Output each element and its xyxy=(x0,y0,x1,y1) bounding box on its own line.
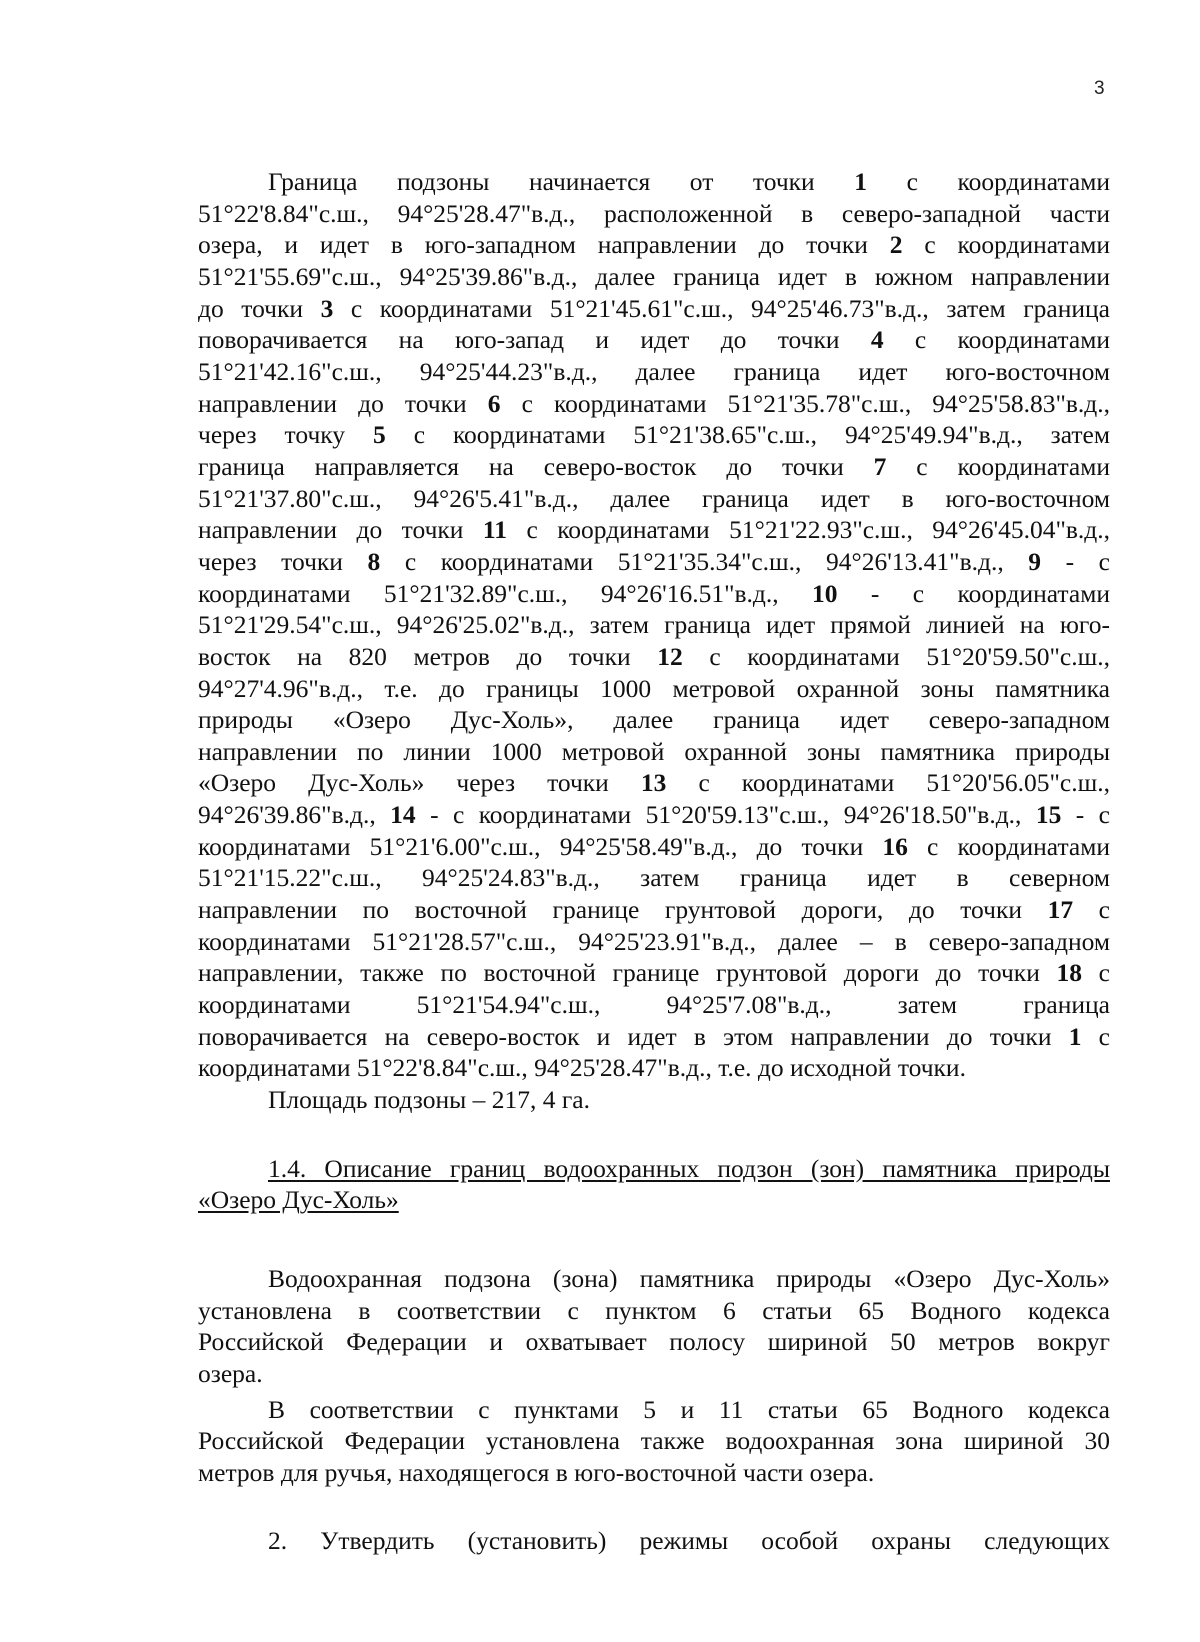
boundary-line: до точки 3 с координатами 51°21'45.61"с.ш., 94°25'46.73"в.д., затем граница xyxy=(198,293,1111,323)
boundary-line: поворачивается на северо-восток и идет в этом направлении до точки 1 с xyxy=(198,1021,1110,1051)
boundary-line: координатами 51°21'6.00"с.ш., 94°25'58.49"в.д., до точки 16 с координатами xyxy=(198,831,1110,861)
boundary-line: направлении до точки 11 с координатами 51°21'22.93"с.ш., 94°26'45.04"в.д., xyxy=(198,515,1110,545)
boundary-line: 51°21'15.22"с.ш., 94°25'24.83"в.д., затем граница идет в северном xyxy=(198,863,1110,893)
boundary-line: восток на 820 метров до точки 12 с координатами 51°20'59.50"с.ш., xyxy=(198,641,1110,671)
boundary-line: Граница подзоны начинается от точки 1 с координатами xyxy=(268,167,1110,196)
item-2-paragraph xyxy=(198,1525,1110,1557)
boundary-line: направлении по восточной границе грунтовой дороги, до точки 17 с xyxy=(198,895,1110,925)
boundary-line: 94°27'4.96"в.д., т.е. до границы 1000 метровой охранной зоны памятника xyxy=(198,673,1110,703)
boundary-line: направлении по линии 1000 метровой охранной зоны памятника природы xyxy=(198,736,1110,766)
section-heading-line-2: «Озеро Дус-Холь» xyxy=(198,1185,399,1215)
boundary-line: 51°22'8.84"с.ш., 94°25'28.47"в.д., расположенной в северо-западной части xyxy=(198,198,1110,228)
boundary-line: природы «Озеро Дус-Холь», далее граница идет северо-западном xyxy=(198,705,1110,735)
boundary-line: направлении, также по восточной границе грунтовой дороги до точки 18 с xyxy=(198,958,1110,988)
boundary-line: 51°21'29.54"с.ш., 94°26'25.02"в.д., затем граница идет прямой линией на юго- xyxy=(198,610,1110,640)
boundary-line: озера, и идет в юго-западном направлении до точки 2 с координатами xyxy=(198,230,1110,260)
boundary-line: «Озеро Дус-Холь» через точки 13 с координатами 51°20'56.05"с.ш., xyxy=(198,768,1110,798)
water-para-2-line: метров для ручья, находящегося в юго-восточной части озера. xyxy=(198,1457,875,1487)
boundary-line: 51°21'55.69"с.ш., 94°25'39.86"в.д., далее граница идет в южном направлении xyxy=(198,261,1110,291)
boundary-line: координатами 51°21'32.89"с.ш., 94°26'16.51"в.д., 10 - с координатами xyxy=(198,578,1110,608)
boundary-line: граница направляется на северо-восток до точки 7 с координатами xyxy=(198,451,1111,481)
boundary-line: 94°26'39.86"в.д., 14 - с координатами 51°20'59.13"с.ш., 94°26'18.50"в.д., 15 - с xyxy=(198,800,1110,830)
water-protection-paragraph-2 xyxy=(198,1394,1110,1489)
item-2-line: 2. Утвердить (установить) режимы особой охраны следующих xyxy=(268,1525,1110,1555)
section-heading xyxy=(198,1153,1110,1216)
water-para-1-line: озера. xyxy=(198,1358,263,1388)
boundary-description-paragraph xyxy=(198,166,1110,1084)
water-para-1-line: установлена в соответствии с пунктом 6 статьи 65 Водного кодекса xyxy=(198,1295,1110,1325)
boundary-line: через точку 5 с координатами 51°21'38.65"с.ш., 94°25'49.94"в.д., затем xyxy=(198,420,1110,450)
water-protection-paragraph-1 xyxy=(198,1263,1110,1390)
area-paragraph: Площадь подзоны – 217, 4 га. xyxy=(268,1085,590,1115)
boundary-line: 51°21'42.16"с.ш., 94°25'44.23"в.д., далее граница идет юго-восточном xyxy=(198,356,1110,386)
boundary-line: направлении до точки 6 с координатами 51°21'35.78"с.ш., 94°25'58.83"в.д., xyxy=(198,388,1110,418)
document-body xyxy=(198,166,1110,1556)
boundary-line: поворачивается на юго-запад и идет до точки 4 с координатами xyxy=(198,325,1110,355)
boundary-line: координатами 51°21'28.57"с.ш., 94°25'23.91"в.д., далее – в северо-западном xyxy=(198,926,1110,956)
water-para-2-line: Российской Федерации установлена также водоохранная зона шириной 30 xyxy=(198,1426,1110,1456)
boundary-line: через точки 8 с координатами 51°21'35.34"с.ш., 94°26'13.41"в.д., 9 - с xyxy=(198,546,1110,576)
water-para-1-line: Водоохранная подзона (зона) памятника природы «Озеро Дус-Холь» xyxy=(268,1264,1110,1293)
section-heading-line-1: 1.4. Описание границ водоохранных подзон (зон) памятника природы xyxy=(268,1153,1110,1183)
boundary-line: координатами 51°22'8.84"с.ш., 94°25'28.47"в.д., т.е. до исходной точки. xyxy=(198,1053,966,1083)
boundary-line: 51°21'37.80"с.ш., 94°26'5.41"в.д., далее граница идет в юго-восточном xyxy=(198,483,1110,513)
page-number: 3 xyxy=(1094,78,1105,99)
water-para-1-line: Российской Федерации и охватывает полосу шириной 50 метров вокруг xyxy=(198,1327,1110,1357)
water-para-2-line: В соответствии с пунктами 5 и 11 статьи 65 Водного кодекса xyxy=(268,1394,1110,1424)
boundary-line: координатами 51°21'54.94"с.ш., 94°25'7.08"в.д., затем граница xyxy=(198,990,1110,1020)
